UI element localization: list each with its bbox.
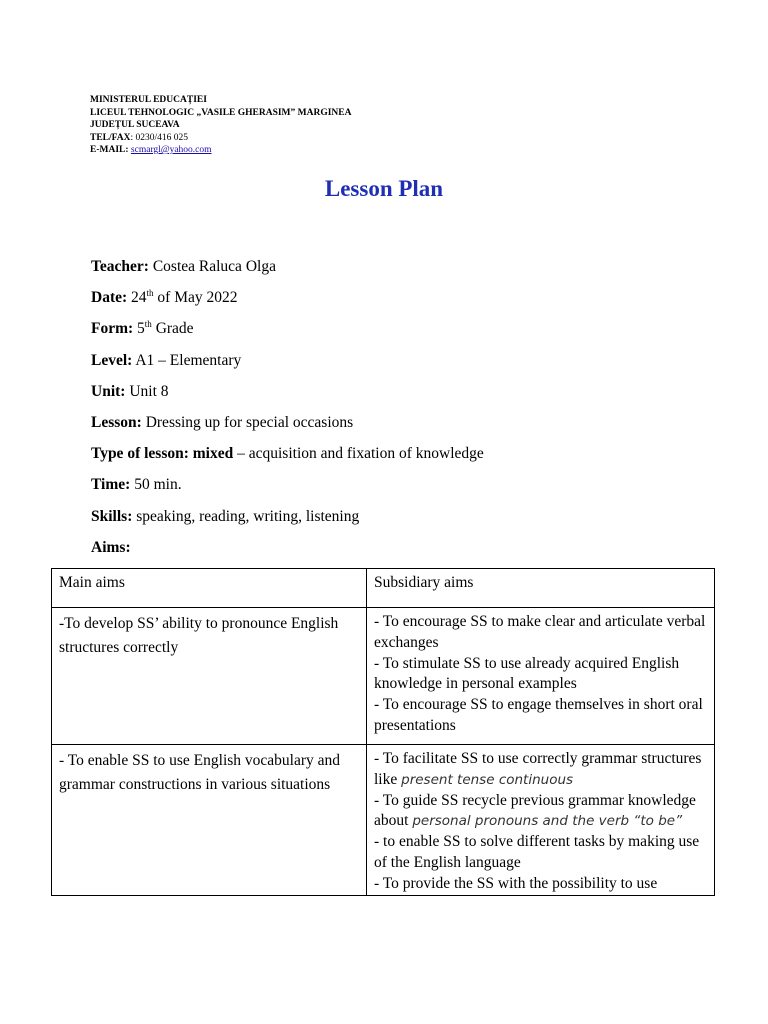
subsidiary-aim-item bbox=[374, 749, 706, 791]
email-link[interactable]: scmargl@yahoo.com bbox=[130, 145, 212, 155]
date-label: Date: bbox=[91, 289, 128, 307]
lesson-fields bbox=[91, 257, 731, 569]
email-line: E-MAIL: scmargl@yahoo.com bbox=[90, 145, 212, 155]
time-value: 50 min. bbox=[134, 476, 182, 494]
time-label: Time: bbox=[91, 476, 131, 494]
unit-field bbox=[91, 382, 731, 413]
page-title: Lesson Plan bbox=[324, 176, 444, 201]
type-value: – acquisition and fixation of knowledge bbox=[237, 445, 484, 463]
telfax-line bbox=[90, 132, 351, 145]
form-num: 5 bbox=[137, 320, 145, 338]
date-sup: th bbox=[146, 288, 154, 299]
unit-value: Unit 8 bbox=[129, 382, 169, 400]
table-row bbox=[52, 608, 715, 745]
telfax-label: TEL/FAX bbox=[90, 132, 131, 143]
grammar-term: present tense continuous bbox=[401, 771, 574, 788]
main-aim-cell: - To enable SS to use English vocabulary and grammar constructions in various situations bbox=[52, 745, 367, 896]
date-field bbox=[91, 288, 731, 319]
email-label: E-MAIL bbox=[90, 145, 126, 155]
level-field bbox=[91, 351, 731, 382]
subsidiary-aim-item: - To encourage SS to make clear and articulate verbal exchanges bbox=[374, 613, 706, 651]
subsidiary-aim-item: - To stimulate SS to use already acquired English knowledge in personal examples bbox=[374, 654, 680, 693]
subsidiary-aim-text: - To guide SS recycle previous grammar knowledge about bbox=[374, 791, 696, 830]
form-sup: th bbox=[144, 319, 152, 330]
form-field bbox=[91, 319, 731, 350]
ministry-line: MINISTERUL EDUCAȚIEI bbox=[90, 95, 207, 105]
skills-label: Skills: bbox=[91, 507, 133, 525]
skills-field bbox=[91, 507, 731, 538]
time-field bbox=[91, 475, 731, 506]
teacher-field bbox=[91, 257, 731, 288]
school-header bbox=[90, 94, 351, 157]
date-rest: of May 2022 bbox=[157, 289, 238, 307]
subsidiary-aim-item: - to enable SS to solve different tasks by making use of the English language bbox=[374, 833, 700, 871]
date-day: 24 bbox=[131, 289, 147, 307]
aims-label: Aims: bbox=[91, 538, 131, 556]
form-rest: Grade bbox=[155, 320, 194, 338]
telfax-value: : 0230/416 025 bbox=[130, 132, 188, 143]
county-line: JUDEȚUL SUCEAVA bbox=[90, 120, 180, 130]
subsidiary-aim-item bbox=[374, 791, 706, 833]
subsidiary-aim-item: - To provide the SS with the possibility to use bbox=[374, 874, 658, 892]
type-field bbox=[91, 444, 731, 475]
aims-field bbox=[91, 538, 731, 569]
lesson-field bbox=[91, 413, 731, 444]
lesson-value: Dressing up for special occasions bbox=[145, 413, 354, 431]
subsidiary-aims-header: Subsidiary aims bbox=[367, 569, 715, 608]
grammar-term: personal pronouns and the verb “to be” bbox=[412, 813, 683, 830]
subsidiary-aim-item: - To encourage SS to engage themselves in short oral presentations bbox=[374, 696, 703, 734]
table-row bbox=[52, 745, 715, 896]
teacher-value: Costea Raluca Olga bbox=[152, 258, 276, 275]
lesson-label: Lesson: bbox=[91, 413, 142, 431]
school-line: LICEUL TEHNOLOGIC „VASILE GHERASIM” MARGINEA bbox=[90, 107, 352, 118]
main-aim-cell: -To develop SS’ ability to pronounce English structures correctly bbox=[52, 608, 367, 745]
main-aims-header: Main aims bbox=[52, 569, 367, 608]
form-label: Form: bbox=[91, 320, 134, 338]
aims-table bbox=[51, 568, 715, 896]
level-label: Level: bbox=[91, 351, 133, 369]
teacher-label: Teacher: bbox=[91, 258, 149, 275]
aims-header-row bbox=[52, 569, 715, 608]
skills-value: speaking, reading, writing, listening bbox=[136, 507, 360, 525]
subsidiary-aim-text: - To facilitate SS to use correctly grammar structures like bbox=[374, 750, 702, 788]
subsidiary-aim-cell bbox=[367, 745, 715, 896]
unit-label: Unit: bbox=[91, 382, 126, 400]
type-label: Type of lesson: mixed bbox=[91, 445, 234, 463]
level-value: A1 – Elementary bbox=[135, 351, 242, 369]
subsidiary-aim-cell bbox=[367, 608, 715, 745]
